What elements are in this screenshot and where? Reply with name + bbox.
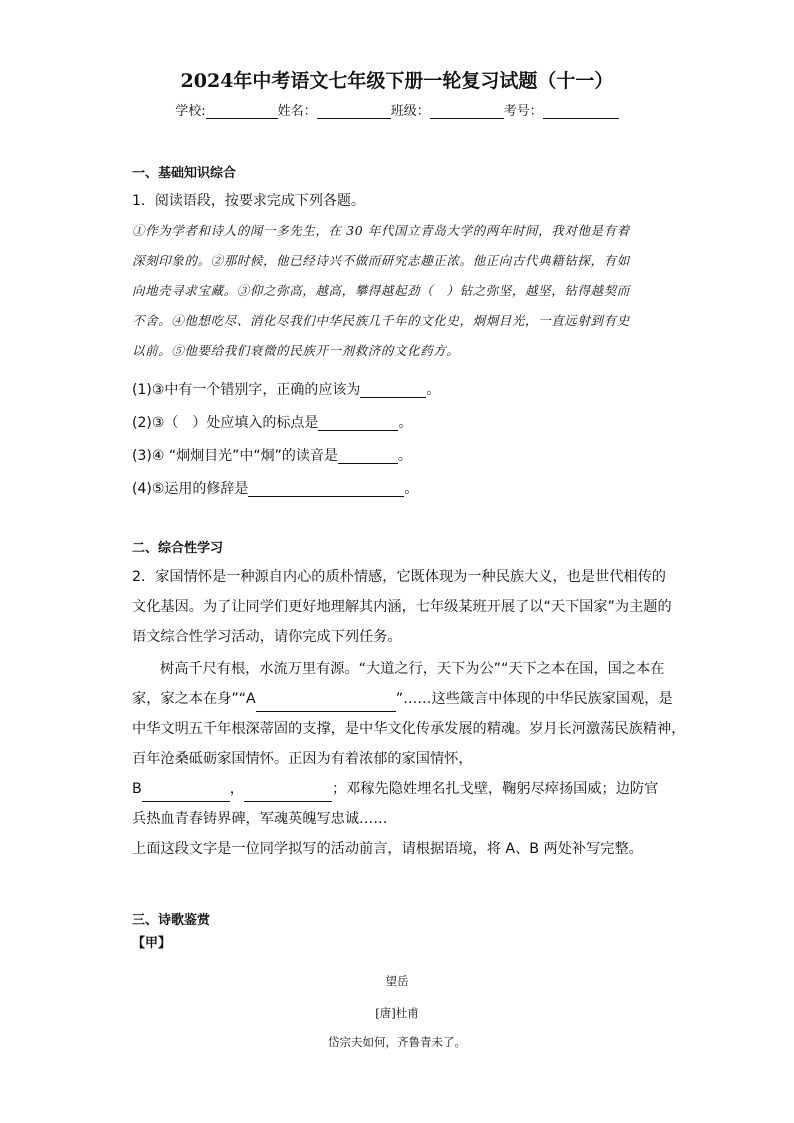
answer-blank[interactable] — [338, 449, 398, 464]
stem-line: 语文综合性学习活动，请你完成下列任务。 — [132, 629, 402, 645]
class-field[interactable] — [430, 104, 504, 119]
school-label: 学校: — [175, 104, 206, 119]
passage-line: 向地壳寻求宝藏。③仰之弥高，越高，攀得越起劲（ ）钻之弥坚，越坚，钻得越契而 — [132, 283, 630, 298]
stem-line: 2．家国情怀是一种源自内心的质朴情感，它既体现为一种民族大义，也是世代相传的 — [132, 569, 666, 585]
stem-line: 文化基因。为了让同学们更好地理解其内涵，七年级某班开展了以“天下国家”为主题的 — [132, 599, 672, 615]
question-2-stem — [132, 562, 672, 652]
sub-question-2 — [132, 413, 672, 446]
preface-line — [132, 684, 672, 714]
preface-text: ；邓稼先隐姓埋名扎戈壁，鞠躬尽瘁扬国威；边防官 — [331, 781, 659, 797]
preface-line — [132, 774, 672, 804]
label-jia: 【甲】 — [132, 936, 172, 951]
name-field[interactable] — [317, 104, 391, 119]
section-1 — [132, 165, 672, 366]
section-2 — [132, 540, 686, 864]
sub-question-4 — [132, 479, 672, 512]
sub-question-text: (2)③（ ）处应填入的标点是 — [132, 415, 319, 431]
section-2-heading: 二、综合性学习 — [132, 541, 224, 556]
sub-question-end: 。 — [404, 481, 419, 497]
poem-line: 岱宗夫如何，齐鲁青未了。 — [328, 1035, 466, 1049]
preface-text: 家，家之本在身”“A — [132, 691, 256, 707]
preface-text: ， — [229, 781, 244, 797]
sub-question-end: 。 — [397, 448, 412, 464]
sub-questions — [132, 380, 672, 512]
answer-blank[interactable] — [248, 482, 404, 497]
sub-question-3 — [132, 446, 672, 479]
passage-line: 不舍。④他想吃尽、消化尽我们中华民族几千年的文化史，炯炯目光，一直远射到有史 — [132, 313, 630, 328]
preface-text: ”……这些箴言中体现的中华民族家国观，是 — [395, 691, 673, 707]
section-3 — [132, 912, 672, 953]
answer-blank[interactable] — [360, 383, 426, 398]
preface-line: 兵热血青春铸界碑，军魂英魄写忠诚…… — [132, 811, 388, 827]
sub-question-end: 。 — [426, 382, 441, 398]
question-1-stem: 1．阅读语段，按要求完成下列各题。 — [132, 193, 365, 209]
passage-line: 以前。⑤他要给我们衰微的民族开一剂救济的文化药方。 — [132, 343, 460, 358]
activity-preface — [132, 654, 686, 864]
poem-title: 望岳 — [385, 974, 409, 988]
blank-b-label: B — [132, 781, 142, 797]
section-1-heading: 一、基础知识综合 — [132, 166, 237, 181]
exam-no-field[interactable] — [543, 104, 619, 119]
student-info-row — [0, 103, 794, 121]
preface-line: 百年沧桑砥砺家国情怀。正因为有着浓郁的家国情怀， — [132, 751, 473, 767]
page-title: 2024年中考语文七年级下册一轮复习试题（十一） — [180, 70, 614, 92]
section-3-heading: 三、诗歌鉴赏 — [132, 913, 211, 928]
blank-a[interactable] — [256, 697, 396, 712]
preface-line: 树高千尺有根，水流万里有源。“大道之行，天下为公”“天下之本在国，国之本在 — [160, 661, 665, 677]
class-label: 班级： — [390, 104, 430, 119]
sub-question-text: (1)③中有一个错别字，正确的应该为 — [132, 382, 361, 398]
preface-line: 中华文明五千年根深蒂固的支撑，是中华文化传承发展的精魂。岁月长河激荡民族精神， — [132, 721, 686, 737]
sub-question-1 — [132, 380, 672, 413]
poem-author: [唐]杜甫 — [375, 1006, 419, 1020]
blank-b-2[interactable] — [244, 787, 332, 802]
sub-question-text: (3)④ “炯炯目光”中“炯”的读音是 — [132, 448, 338, 464]
sub-question-text: (4)⑤运用的修辞是 — [132, 481, 249, 497]
blank-b-1[interactable] — [142, 787, 230, 802]
passage-line: ①作为学者和诗人的闻一多先生，在 30 年代国立青岛大学的两年时间，我对他是有着 — [132, 223, 630, 238]
passage-line: 深刻印象的。②那时候，他已经诗兴不做而研究志趣正浓。他正向古代典籍钻探，有如 — [132, 253, 630, 268]
instruction-line: 上面这段文字是一位同学拟写的活动前言，请根据语境，将 A、B 两处补写完整。 — [132, 841, 643, 857]
answer-blank[interactable] — [318, 416, 398, 431]
reading-passage — [132, 216, 672, 366]
sub-question-end: 。 — [398, 415, 413, 431]
name-label: 姓名： — [277, 104, 317, 119]
school-field[interactable] — [206, 104, 278, 119]
exam-no-label: 考号： — [503, 104, 543, 119]
